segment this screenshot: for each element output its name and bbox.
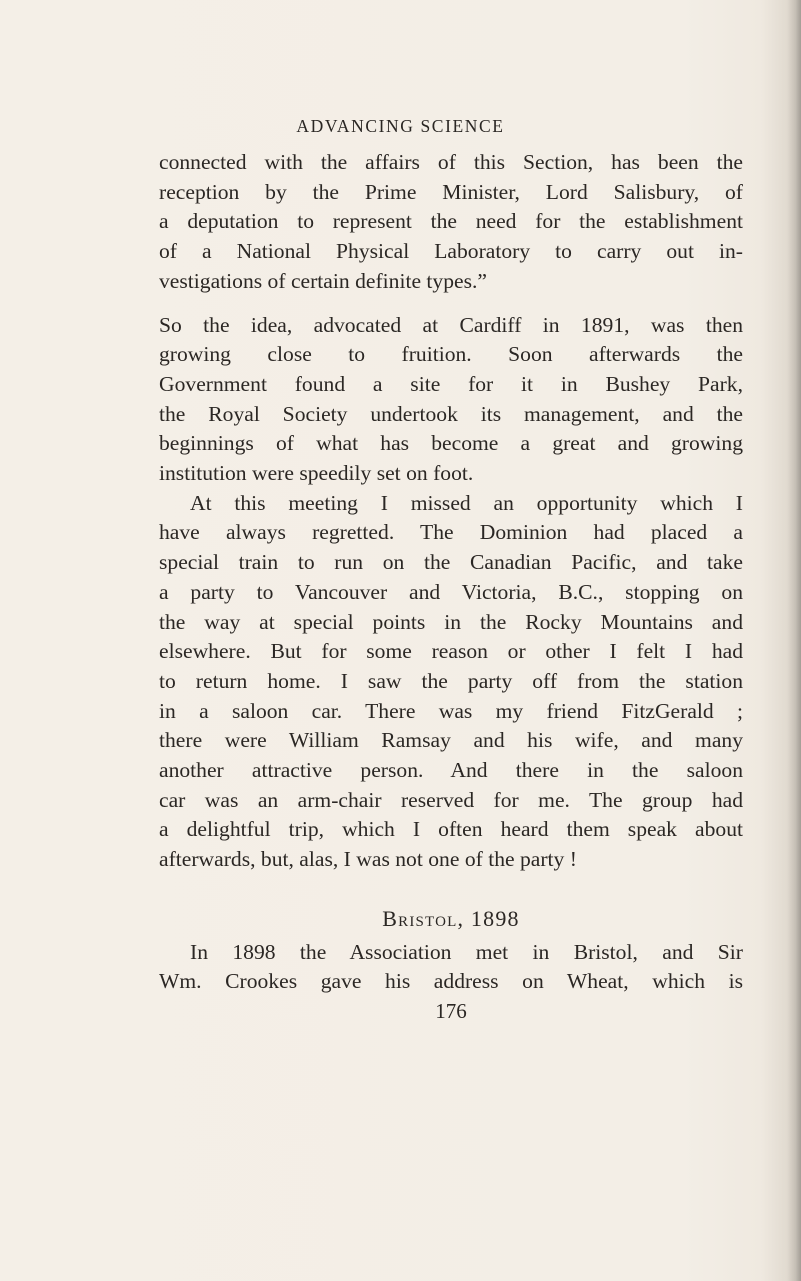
text-line: vestigations of certain definite types.” (159, 268, 487, 293)
text-line: special train to run on the Canadian Pacific, and take (159, 550, 743, 575)
text-line: a party to Vancouver and Victoria, B.C., stopping on (159, 579, 743, 604)
text-line: to return home. I saw the party off from the station (159, 668, 743, 693)
text-line: Wm. Crookes gave his address on Wheat, which is (159, 969, 743, 994)
text-line: there were William Ramsay and his wife, and many (159, 728, 743, 753)
text-line: the Royal Society undertook its management, and the (159, 401, 743, 426)
text-line: car was an arm-chair reserved for me. The group had (159, 787, 743, 812)
text-line: afterwards, but, alas, I was not one of the party ! (159, 847, 577, 872)
text-line: the way at special points in the Rocky Mountains and (159, 609, 743, 634)
text-line: beginnings of what has become a great and growing (159, 431, 743, 456)
text-line: a deputation to represent the need for the establishment (159, 209, 743, 234)
text-line: institution were speedily set on foot. (159, 461, 474, 486)
section-heading (159, 904, 743, 934)
page-number: 176 (435, 998, 467, 1023)
body-text (159, 148, 743, 1027)
paragraph-1 (159, 148, 743, 297)
text-line: At this meeting I missed an opportunity which I (190, 490, 743, 515)
text-line: In 1898 the Association met in Bristol, and Sir (190, 939, 743, 964)
text-line: reception by the Prime Minister, Lord Salisbury, of (159, 179, 743, 204)
page-edge-shadow (787, 0, 801, 1281)
text-line: in a saloon car. There was my friend FitzGerald ; (159, 698, 743, 723)
section-heading-text: Bristol, 1898 (382, 905, 520, 931)
text-line: have always regretted. The Dominion had placed a (159, 520, 743, 545)
paragraph-4 (159, 938, 743, 997)
running-head: ADVANCING SCIENCE (296, 116, 505, 136)
paragraph-2 (159, 311, 743, 489)
text-line: Government found a site for it in Bushey Park, (159, 371, 743, 396)
text-line: of a National Physical Laboratory to carry out in- (159, 239, 743, 264)
text-line: another attractive person. And there in the saloon (159, 758, 743, 783)
paragraph-3 (159, 489, 743, 875)
text-line: growing close to fruition. Soon afterwards the (159, 342, 743, 367)
text-line: connected with the affairs of this Section, has been the (159, 150, 743, 174)
text-line: a delightful trip, which I often heard them speak about (159, 817, 743, 842)
text-line: So the idea, advocated at Cardiff in 1891, was then (159, 312, 743, 337)
text-line: elsewhere. But for some reason or other I felt I had (159, 639, 743, 664)
